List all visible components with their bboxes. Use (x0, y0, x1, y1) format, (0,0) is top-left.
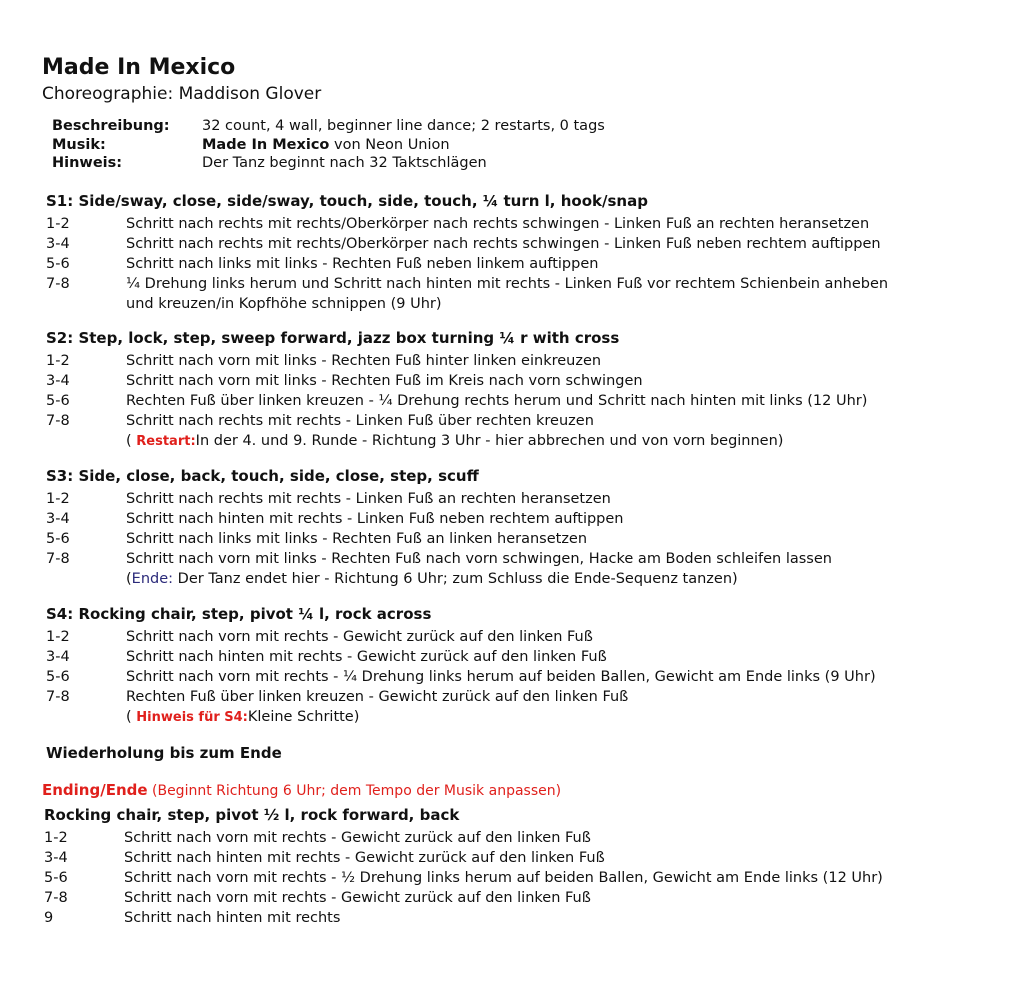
step-description: Schritt nach hinten mit rechts - Linken Fuß neben rechtem auftippen (126, 511, 624, 527)
step-row (44, 888, 883, 908)
step-row (46, 549, 832, 569)
step-description: Schritt nach vorn mit rechts - Gewicht zurück auf den linken Fuß (126, 629, 593, 645)
step-description: Schritt nach hinten mit rechts - Gewicht zurück auf den linken Fuß (126, 649, 607, 665)
restart-note (46, 431, 867, 451)
s4-hint-note (46, 707, 876, 727)
note-paren: ( (126, 433, 137, 449)
step-description: Schritt nach vorn mit rechts - ½ Drehung links herum auf beiden Ballen, Gewicht am Ende links (12 Uhr) (124, 870, 883, 886)
step-description: Schritt nach links mit links - Rechten Fuß neben linkem auftippen (126, 256, 599, 272)
step-continuation: und kreuzen/in Kopfhöhe schnippen (9 Uhr) (126, 296, 442, 312)
description-label: Beschreibung: (52, 118, 170, 134)
ending-label: Ending/Ende (42, 781, 148, 799)
section-s1 (46, 192, 888, 314)
section-title: S2: Step, lock, step, sweep forward, jazz box turning ¼ r with cross (46, 329, 620, 347)
step-row (46, 371, 867, 391)
step-count: 3-4 (46, 373, 70, 389)
step-description: Rechten Fuß über linken kreuzen - ¼ Drehung rechts herum und Schritt nach hinten mit links (12 Uhr) (126, 393, 868, 409)
step-description: ¼ Drehung links herum und Schritt nach hinten mit rechts - Linken Fuß vor rechtem Schienbein anheben (126, 276, 889, 292)
note-paren: ( (126, 571, 132, 587)
ende-label: Ende: (131, 571, 174, 587)
music-label: Musik: (52, 136, 106, 153)
step-row (46, 391, 867, 411)
step-row (44, 848, 883, 868)
step-description: Schritt nach rechts mit rechts - Linken Fuß über rechten kreuzen (126, 413, 594, 429)
step-row (46, 529, 832, 549)
step-description: Schritt nach vorn mit rechts - Gewicht zurück auf den linken Fuß (124, 890, 591, 906)
step-count: 3-4 (46, 649, 70, 665)
description-value: 32 count, 4 wall, beginner line dance; 2 restarts, 0 tags (202, 118, 605, 134)
step-count: 1-2 (46, 216, 70, 232)
step-count: 5-6 (46, 669, 70, 685)
restart-text: In der 4. und 9. Runde - Richtung 3 Uhr - hier abbrechen und von vorn beginnen) (195, 433, 784, 449)
step-description: Schritt nach rechts mit rechts/Oberkörper nach rechts schwingen - Linken Fuß neben rechtem auftippen (126, 236, 881, 252)
step-row (46, 254, 888, 274)
restart-label: Restart: (136, 434, 196, 449)
ende-text: Der Tanz endet hier - Richtung 6 Uhr; zum Schluss die Ende-Sequenz tanzen) (173, 571, 738, 587)
step-row (46, 667, 876, 687)
ende-note (46, 569, 832, 589)
step-row (46, 627, 876, 647)
s4-hint-label: Hinweis für S4: (136, 710, 248, 725)
step-count: 1-2 (44, 830, 68, 846)
step-count: 5-6 (46, 531, 70, 547)
step-count: 1-2 (46, 491, 70, 507)
step-count: 1-2 (46, 353, 70, 369)
step-count: 7-8 (46, 689, 70, 705)
step-row (46, 274, 888, 294)
step-count: 9 (44, 910, 54, 926)
step-row (46, 647, 876, 667)
step-row (46, 411, 867, 431)
step-description: Schritt nach rechts mit rechts - Linken Fuß an rechten heransetzen (126, 491, 611, 507)
step-row (46, 687, 876, 707)
hint-label: Hinweis: (52, 155, 123, 171)
step-row (46, 489, 832, 509)
step-description: Schritt nach vorn mit links - Rechten Fuß hinter linken einkreuzen (126, 353, 602, 369)
step-count: 5-6 (46, 256, 70, 272)
step-row (46, 214, 888, 234)
step-description: Schritt nach vorn mit links - Rechten Fuß im Kreis nach vorn schwingen (126, 373, 643, 389)
step-row (46, 234, 888, 254)
music-row (52, 137, 605, 156)
step-description: Schritt nach links mit links - Rechten Fuß an linken heransetzen (126, 531, 588, 547)
section-ending (44, 806, 883, 928)
step-description: Rechten Fuß über linken kreuzen - Gewicht zurück auf den linken Fuß (126, 689, 629, 705)
step-count: 3-4 (46, 236, 70, 252)
step-count: 7-8 (46, 413, 70, 429)
dance-info (52, 118, 605, 174)
step-count: 5-6 (44, 870, 68, 886)
music-title: Made In Mexico (202, 136, 330, 153)
step-description: Schritt nach vorn mit rechts - Gewicht zurück auf den linken Fuß (124, 830, 591, 846)
music-artist: von Neon Union (329, 136, 450, 153)
section-s4 (46, 605, 876, 727)
choreographer: Choreographie: Maddison Glover (42, 84, 322, 104)
step-description: Schritt nach vorn mit rechts - ¼ Drehung links herum auf beiden Ballen, Gewicht am Ende links (9 Uhr) (126, 669, 876, 685)
step-description: Schritt nach hinten mit rechts - Gewicht zurück auf den linken Fuß (124, 850, 605, 866)
section-title: S3: Side, close, back, touch, side, close, step, scuff (46, 467, 479, 485)
step-row (44, 908, 883, 928)
hint-row (52, 155, 605, 174)
step-description: Schritt nach rechts mit rechts/Oberkörper nach rechts schwingen - Linken Fuß an rechten heransetzen (126, 216, 870, 232)
step-row (46, 351, 867, 371)
dance-title: Made In Mexico (42, 55, 236, 80)
step-count: 7-8 (46, 276, 70, 292)
step-count: 5-6 (46, 393, 70, 409)
step-count: 3-4 (44, 850, 68, 866)
step-description: Schritt nach vorn mit links - Rechten Fuß nach vorn schwingen, Hacke am Boden schleifen lassen (126, 551, 832, 567)
section-title: S4: Rocking chair, step, pivot ¼ l, rock across (46, 605, 432, 623)
step-count: 7-8 (44, 890, 68, 906)
note-paren: ( (126, 709, 137, 725)
step-row (44, 828, 883, 848)
section-title: Rocking chair, step, pivot ½ l, rock forward, back (44, 806, 460, 824)
step-count: 1-2 (46, 629, 70, 645)
step-count: 3-4 (46, 511, 70, 527)
step-row (44, 868, 883, 888)
description-row (52, 118, 605, 137)
ending-subtitle: (Beginnt Richtung 6 Uhr; dem Tempo der Musik anpassen) (147, 783, 562, 799)
repeat-note: Wiederholung bis zum Ende (46, 744, 282, 762)
hint-value: Der Tanz beginnt nach 32 Taktschlägen (202, 155, 487, 171)
step-description: Schritt nach hinten mit rechts (124, 910, 341, 926)
step-count: 7-8 (46, 551, 70, 567)
section-title: S1: Side/sway, close, side/sway, touch, side, touch, ¼ turn l, hook/snap (46, 192, 648, 210)
ending-header (42, 780, 561, 799)
section-s2 (46, 329, 867, 451)
step-row (46, 509, 832, 529)
section-s3 (46, 467, 832, 589)
s4-hint-text: Kleine Schritte) (247, 709, 360, 725)
